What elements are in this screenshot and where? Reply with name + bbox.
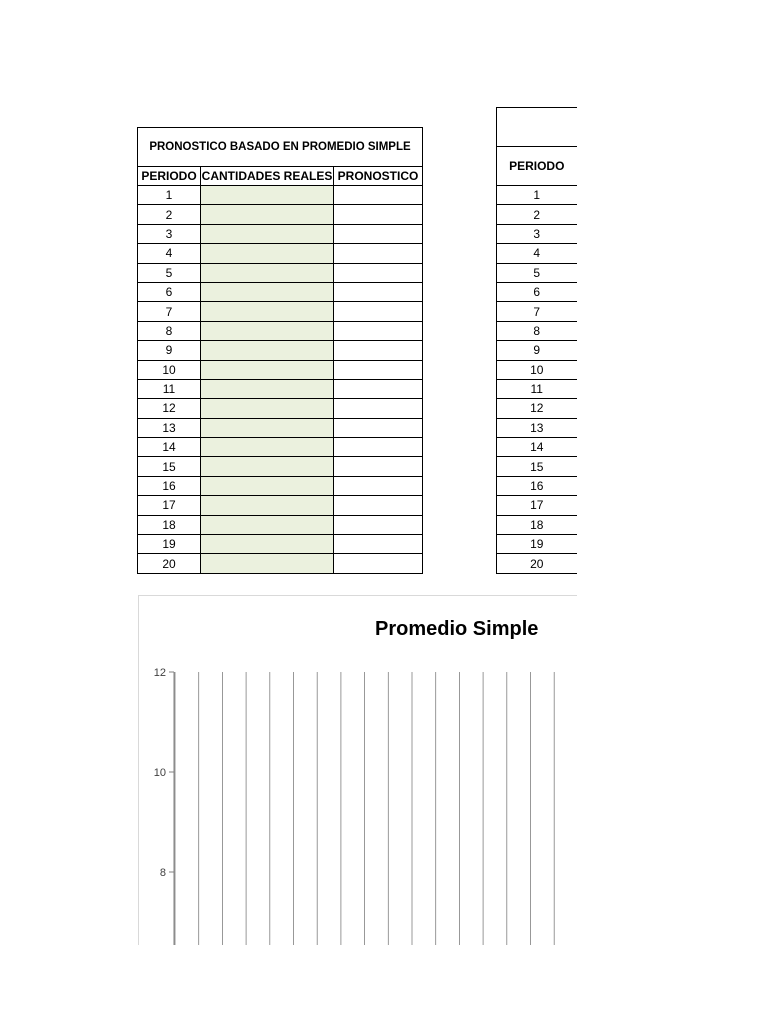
cantidad-real-cell[interactable] bbox=[201, 263, 334, 282]
table-row bbox=[138, 302, 423, 321]
pronostico-cell[interactable] bbox=[334, 418, 423, 437]
header-pronostico: PRONOSTICO bbox=[334, 167, 423, 186]
period-cell[interactable]: 11 bbox=[138, 379, 201, 398]
table-row bbox=[497, 302, 577, 321]
cantidad-real-cell[interactable] bbox=[201, 457, 334, 476]
y-tick-label: 8 bbox=[159, 867, 166, 879]
y-tick-label: 12 bbox=[153, 667, 166, 679]
period-cell[interactable]: 12 bbox=[497, 399, 577, 418]
header-periodo: PERIODO bbox=[138, 167, 201, 186]
table-row bbox=[497, 457, 577, 476]
table-row bbox=[497, 205, 577, 224]
period-cell[interactable]: 15 bbox=[497, 457, 577, 476]
forecast-table bbox=[137, 127, 423, 574]
period-cell[interactable]: 13 bbox=[138, 418, 201, 437]
period-cell[interactable]: 3 bbox=[138, 224, 201, 243]
period-cell[interactable]: 15 bbox=[138, 457, 201, 476]
pronostico-cell[interactable] bbox=[334, 399, 423, 418]
pronostico-cell[interactable] bbox=[334, 341, 423, 360]
header-periodo-right: PERIODO bbox=[497, 147, 577, 186]
period-cell[interactable]: 6 bbox=[138, 282, 201, 301]
pronostico-cell[interactable] bbox=[334, 302, 423, 321]
cantidad-real-cell[interactable] bbox=[201, 302, 334, 321]
chart-plot bbox=[139, 596, 577, 945]
table-row bbox=[497, 360, 577, 379]
table-row bbox=[497, 535, 577, 554]
period-cell[interactable]: 19 bbox=[138, 535, 201, 554]
table-row bbox=[497, 263, 577, 282]
table-row bbox=[138, 554, 423, 573]
cantidad-real-cell[interactable] bbox=[201, 438, 334, 457]
table-row bbox=[138, 418, 423, 437]
cantidad-real-cell[interactable] bbox=[201, 360, 334, 379]
period-table bbox=[496, 107, 577, 574]
period-cell[interactable]: 11 bbox=[497, 379, 577, 398]
table-row bbox=[497, 282, 577, 301]
table-row bbox=[497, 554, 577, 573]
period-cell[interactable]: 13 bbox=[497, 418, 577, 437]
table-row bbox=[138, 282, 423, 301]
table-row bbox=[138, 438, 423, 457]
period-cell[interactable]: 2 bbox=[138, 205, 201, 224]
period-cell[interactable]: 1 bbox=[497, 186, 577, 205]
pronostico-cell[interactable] bbox=[334, 515, 423, 534]
period-cell[interactable]: 8 bbox=[138, 321, 201, 340]
table-row bbox=[138, 360, 423, 379]
period-cell[interactable]: 3 bbox=[497, 224, 577, 243]
pronostico-cell[interactable] bbox=[334, 321, 423, 340]
period-cell[interactable]: 10 bbox=[138, 360, 201, 379]
pronostico-cell[interactable] bbox=[334, 282, 423, 301]
period-cell[interactable]: 17 bbox=[497, 496, 577, 515]
table-row bbox=[497, 496, 577, 515]
pronostico-cell[interactable] bbox=[334, 379, 423, 398]
table-row bbox=[497, 341, 577, 360]
period-cell[interactable]: 18 bbox=[138, 515, 201, 534]
period-cell[interactable]: 9 bbox=[138, 341, 201, 360]
table-row bbox=[138, 379, 423, 398]
period-cell[interactable]: 1 bbox=[138, 186, 201, 205]
header-cantidades-reales: CANTIDADES REALES bbox=[201, 167, 334, 186]
table-row bbox=[138, 399, 423, 418]
pronostico-cell[interactable] bbox=[334, 186, 423, 205]
cantidad-real-cell[interactable] bbox=[201, 496, 334, 515]
table-row bbox=[138, 341, 423, 360]
cantidad-real-cell[interactable] bbox=[201, 205, 334, 224]
chart-title: Promedio Simple bbox=[375, 618, 539, 640]
period-cell[interactable]: 8 bbox=[497, 321, 577, 340]
pronostico-cell[interactable] bbox=[334, 244, 423, 263]
period-cell[interactable]: 14 bbox=[497, 438, 577, 457]
period-cell[interactable]: 16 bbox=[497, 476, 577, 495]
pronostico-cell[interactable] bbox=[334, 476, 423, 495]
table-row bbox=[497, 186, 577, 205]
period-cell[interactable]: 20 bbox=[497, 554, 577, 573]
cantidad-real-cell[interactable] bbox=[201, 341, 334, 360]
cantidad-real-cell[interactable] bbox=[201, 244, 334, 263]
y-tick-label: 10 bbox=[153, 767, 166, 779]
period-cell[interactable]: 9 bbox=[497, 341, 577, 360]
period-cell[interactable]: 14 bbox=[138, 438, 201, 457]
cantidad-real-cell[interactable] bbox=[201, 476, 334, 495]
table-row bbox=[138, 224, 423, 243]
period-cell[interactable]: 17 bbox=[138, 496, 201, 515]
table-row bbox=[497, 379, 577, 398]
cantidad-real-cell[interactable] bbox=[201, 224, 334, 243]
table-row bbox=[138, 244, 423, 263]
cantidad-real-cell[interactable] bbox=[201, 379, 334, 398]
table-row bbox=[138, 535, 423, 554]
period-cell[interactable]: 4 bbox=[138, 244, 201, 263]
cantidad-real-cell[interactable] bbox=[201, 399, 334, 418]
chart-area[interactable] bbox=[138, 595, 577, 945]
cantidad-real-cell[interactable] bbox=[201, 515, 334, 534]
table-row bbox=[497, 515, 577, 534]
table-row bbox=[497, 476, 577, 495]
period-cell[interactable]: 4 bbox=[497, 244, 577, 263]
period-cell[interactable]: 5 bbox=[497, 263, 577, 282]
table-row bbox=[497, 418, 577, 437]
cantidad-real-cell[interactable] bbox=[201, 418, 334, 437]
blank-header-cell[interactable] bbox=[497, 108, 577, 147]
table-row bbox=[138, 205, 423, 224]
table-row bbox=[138, 186, 423, 205]
table-row bbox=[138, 263, 423, 282]
period-cell[interactable]: 2 bbox=[497, 205, 577, 224]
period-cell[interactable]: 5 bbox=[138, 263, 201, 282]
period-cell[interactable]: 7 bbox=[138, 302, 201, 321]
period-cell[interactable]: 7 bbox=[497, 302, 577, 321]
period-cell[interactable]: 20 bbox=[138, 554, 201, 573]
period-cell[interactable]: 10 bbox=[497, 360, 577, 379]
table-row bbox=[138, 321, 423, 340]
pronostico-cell[interactable] bbox=[334, 360, 423, 379]
table-row bbox=[497, 244, 577, 263]
pronostico-cell[interactable] bbox=[334, 554, 423, 573]
cantidad-real-cell[interactable] bbox=[201, 321, 334, 340]
pronostico-cell[interactable] bbox=[334, 438, 423, 457]
cantidad-real-cell[interactable] bbox=[201, 535, 334, 554]
table-row bbox=[138, 457, 423, 476]
pronostico-cell[interactable] bbox=[334, 535, 423, 554]
period-cell[interactable]: 16 bbox=[138, 476, 201, 495]
period-cell[interactable]: 12 bbox=[138, 399, 201, 418]
table-row bbox=[497, 321, 577, 340]
pronostico-cell[interactable] bbox=[334, 263, 423, 282]
cantidad-real-cell[interactable] bbox=[201, 554, 334, 573]
cantidad-real-cell[interactable] bbox=[201, 282, 334, 301]
period-cell[interactable]: 18 bbox=[497, 515, 577, 534]
period-cell[interactable]: 19 bbox=[497, 535, 577, 554]
cantidad-real-cell[interactable] bbox=[201, 186, 334, 205]
table-row bbox=[497, 438, 577, 457]
period-cell[interactable]: 6 bbox=[497, 282, 577, 301]
table-row bbox=[138, 476, 423, 495]
pronostico-cell[interactable] bbox=[334, 205, 423, 224]
pronostico-cell[interactable] bbox=[334, 496, 423, 515]
table-row bbox=[138, 515, 423, 534]
forecast-table-title: PRONOSTICO BASADO EN PROMEDIO SIMPLE bbox=[138, 128, 423, 167]
pronostico-cell[interactable] bbox=[334, 224, 423, 243]
pronostico-cell[interactable] bbox=[334, 457, 423, 476]
table-row bbox=[138, 496, 423, 515]
table-row bbox=[497, 224, 577, 243]
table-row bbox=[497, 399, 577, 418]
